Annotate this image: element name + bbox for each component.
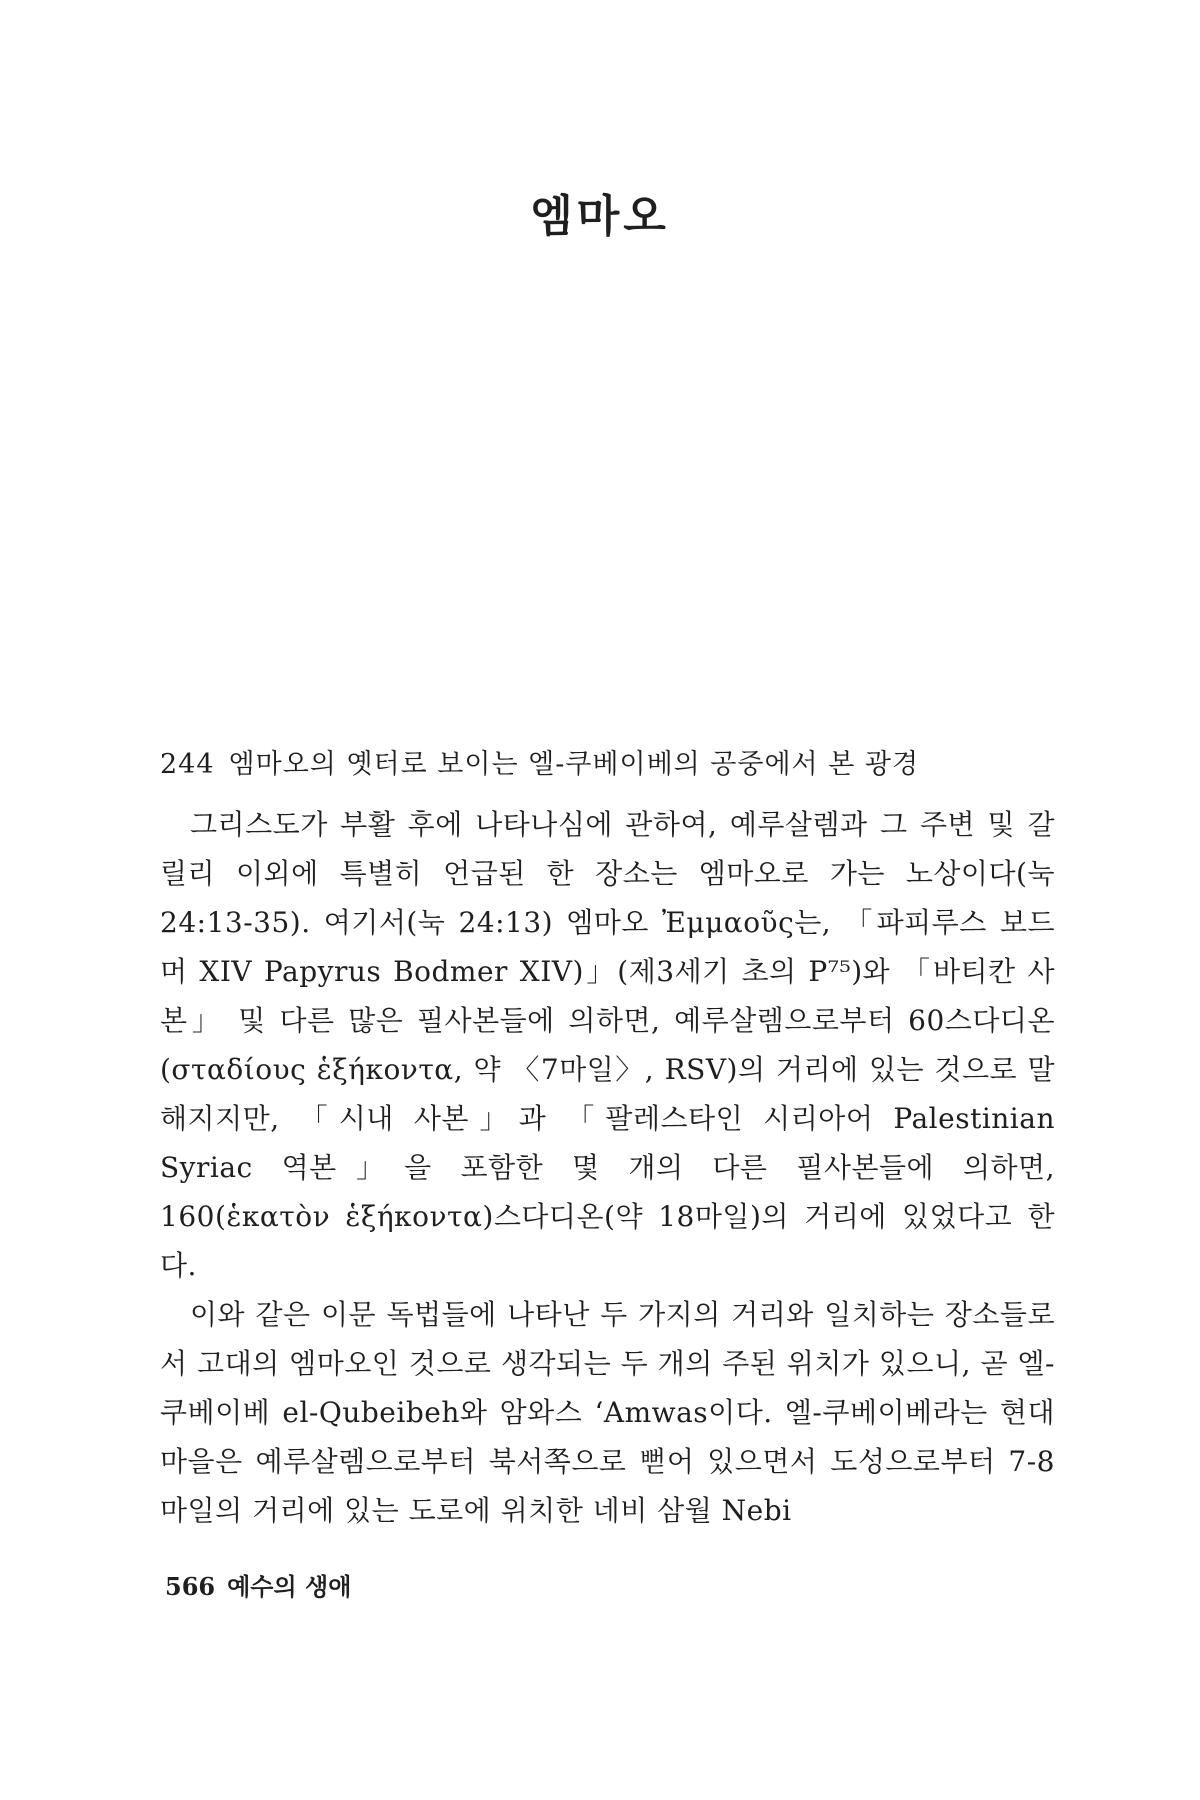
body-text [160,800,1055,1535]
page-number: 566 [165,1572,216,1601]
book-title: 예수의 생애 [227,1572,352,1601]
page-footer [165,1567,351,1602]
figure-caption-text: 엠마오의 옛터로 보이는 엘-쿠베이베의 공중에서 본 광경 [228,749,920,780]
page-title: 엠마오 [530,191,670,242]
aerial-photo-area [160,330,1060,710]
paragraph-2: 이와 같은 이문 독법들에 나타난 두 가지의 거리와 일치하는 장소들로서 고대의 엠마오인 것으로 생각되는 두 개의 주된 위치가 있으니, 곧 엘-쿠베이베 el-Qubeibeh와 암와스 ‘Amwas이다. 엘-쿠베이베라는 현대 마을은 예루살렘으로부터 북서쪽으로 뻗어 있으면서 도성으로부터 7-8마일의 거리에 있는 도로에 위치한 네비 삼월 Nebi [160,1298,1055,1527]
paragraph-1: 그리스도가 부활 후에 나타나심에 관하여, 예루살렘과 그 주변 및 갈릴리 이외에 특별히 언급된 한 장소는 엠마오로 가는 노상이다(눅 24:13-35). 여기서(눅 24:13) 엠마오 Ἐμμαοῦς는, 「파피루스 보드머 XIV Papyrus Bodmer XIV)」(제3세기 초의 P⁷⁵)와 「바티칸 사본」 및 다른 많은 필사본들에 의하면, 예루살렘으로부터 60스다디온(σταδίους ἑξήκοντα, 약 〈7마일〉, RSV)의 거리에 있는 것으로 말해지지만, 「시내 사본」과 「팔레스타인 시리아어 Palestinian Syriac 역본」을 포함한 몇 개의 다른 필사본들에 의하면, 160(ἑκατὸν ἑξήκοντα)스다디온(약 18마일)의 거리에 있었다고 한다. [160,808,1055,1282]
figure-number: 244 [160,749,215,780]
figure-caption [160,742,1060,781]
